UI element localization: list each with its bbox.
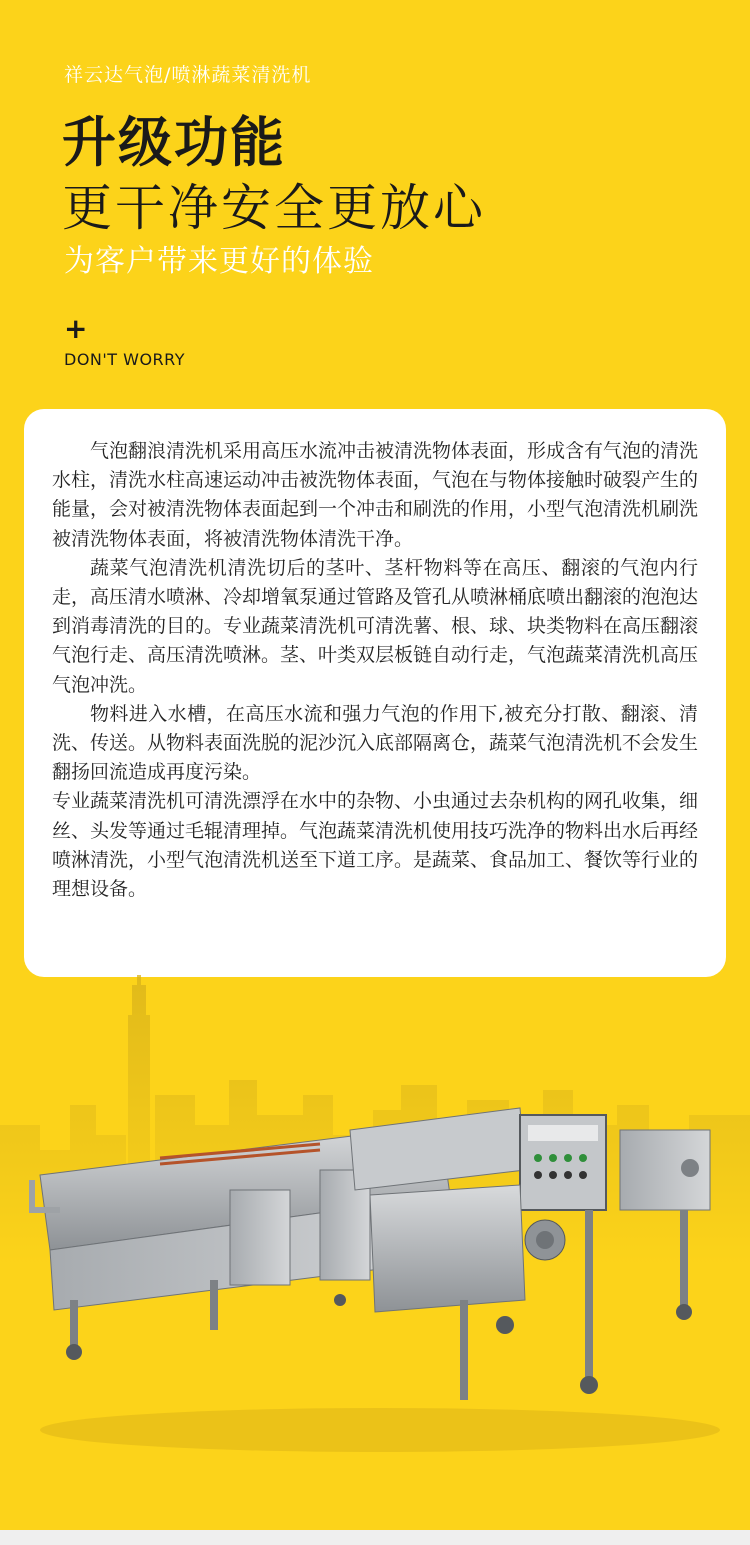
paragraph-3: 物料进入水槽，在高压水流和强力气泡的作用下,被充分打散、翻滚、清洗、传送。从物料表面洗脱的泥沙沉入底部隔离仓，蔬菜气泡清洗机不会发生翻扬回流造成再度污染。: [52, 702, 699, 784]
headline-bold: 升级功能: [62, 111, 286, 174]
paragraph-4: 专业蔬菜清洗机可清洗漂浮在水中的杂物、小虫通过去杂机构的网孔收集，细丝、头发等通过毛辊清理掉。气泡蔬菜清洗机使用技巧洗净的物料出水后再经喷淋清洗，小型气泡清洗机送至下道工序。是蔬菜、食品加工、餐饮等行业的理想设备。: [52, 790, 699, 901]
washing-machine-image: [20, 1100, 730, 1470]
paragraph-1: 气泡翻浪清洗机采用高压水流冲击被清洗物体表面，形成含有气泡的清洗水柱，清洗水柱高速运动冲击被洗物体表面，气泡在与物体接触时破裂产生的能量，会对被清洗物体表面起到一个冲击和刷洗的作用，小型气泡清洗机刷洗被清洗物体表面，将被清洗物体清洗干净。: [52, 440, 699, 550]
tagline: 为客户带来更好的体验: [64, 244, 374, 279]
dont-worry-label: DON'T WORRY: [64, 350, 186, 369]
description-text: [52, 437, 698, 904]
description-card: [24, 409, 726, 977]
product-subtitle: 祥云达气泡/喷淋蔬菜清洗机: [64, 64, 312, 86]
paragraph-2: 蔬菜气泡清洗机清洗切后的茎叶、茎杆物料等在高压、翻滚的气泡内行走，高压清水喷淋、冷却增氧泵通过管路及管孔从喷淋桶底喷出翻滚的泡泡达到消毒清洗的目的。专业蔬菜清洗机可清洗薯、根、球、块类物料在高压翻滚气泡行走、高压清洗喷淋。茎、叶类双层板链自动行走，气泡蔬菜清洗机高压气泡冲洗。: [52, 556, 699, 696]
headline-regular: 更干净安全更放心: [62, 179, 486, 237]
plus-icon: +: [64, 312, 88, 345]
floor-band: [0, 1530, 750, 1545]
